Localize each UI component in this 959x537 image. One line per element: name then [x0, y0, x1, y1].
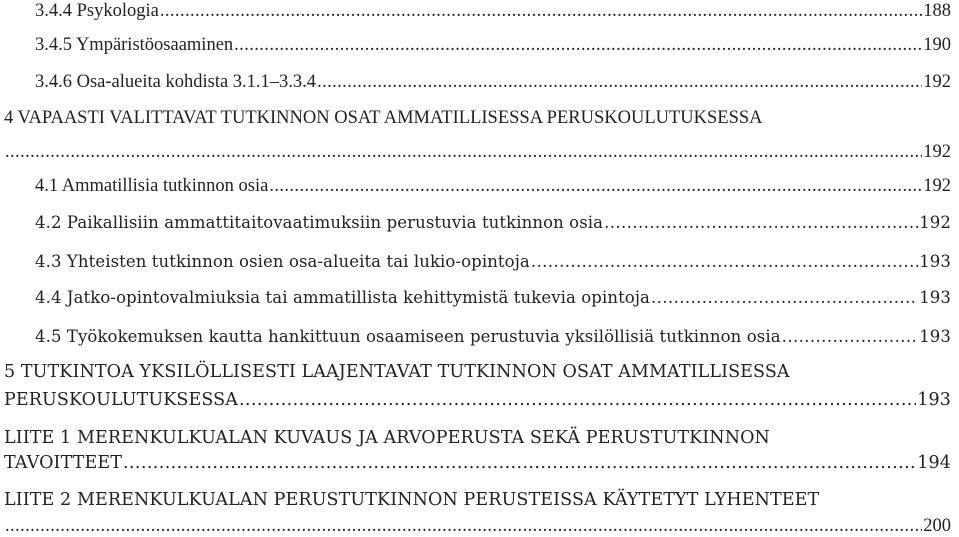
- toc-page-number: 192: [923, 142, 951, 162]
- dot-leader: [239, 390, 916, 410]
- toc-page-number: 193: [919, 327, 951, 346]
- toc-entry-label[interactable]: 4 VAPAASTI VALITTAVAT TUTKINNON OSAT AMMATILLISESSA PERUSKOULUTUKSESSA: [4, 108, 763, 128]
- toc-entry[interactable]: [35, 213, 951, 239]
- toc-page-number: 192: [923, 72, 951, 92]
- dot-leader: [782, 327, 919, 346]
- toc-entry[interactable]: [35, 252, 951, 278]
- dot-leader: [160, 1, 922, 22]
- toc-entry-label: 4.4 Jatko-opintovalmiuksia tai ammatillista kehittymistä tukevia opintoja: [35, 288, 650, 307]
- toc-page-number: 193: [919, 252, 951, 271]
- toc-page-number: 193: [919, 288, 951, 307]
- toc-entry-leader-line[interactable]: [4, 142, 951, 168]
- toc-page-number: 188: [923, 1, 951, 21]
- dot-leader: [651, 288, 918, 307]
- dot-leader: [269, 176, 922, 197]
- dot-leader: [234, 35, 922, 56]
- toc-entry-leader-line[interactable]: [4, 516, 951, 537]
- dot-leader: [5, 516, 922, 537]
- toc-entry[interactable]: [35, 35, 951, 61]
- toc-entry[interactable]: [35, 1, 951, 27]
- toc-entry-leader-line[interactable]: [4, 453, 951, 479]
- toc-entry-label: 4.5 Työkokemuksen kautta hankittuun osaamiseen perustuvia yksilöllisiä tutkinnon osia: [35, 327, 781, 346]
- dot-leader: [604, 213, 918, 232]
- dot-leader: [5, 142, 922, 163]
- toc-entry-label[interactable]: LIITE 1 MERENKULKUALAN KUVAUS JA ARVOPERUSTA SEKÄ PERUSTUTKINNON: [4, 428, 770, 448]
- toc-entry-leader-line[interactable]: [4, 390, 951, 416]
- toc-entry[interactable]: [35, 176, 951, 202]
- toc-entry-label: 4.2 Paikallisiin ammattitaitovaatimuksiin perustuvia tutkinnon osia: [35, 213, 604, 232]
- toc-page-number: 194: [917, 453, 951, 473]
- dot-leader: [531, 252, 918, 271]
- toc-entry-label-continued: TAVOITTEET: [4, 453, 122, 473]
- toc-page-number: 190: [923, 35, 951, 55]
- toc-entry-label[interactable]: 5 TUTKINTOA YKSILÖLLISESTI LAAJENTAVAT TUTKINNON OSAT AMMATILLISESSA: [4, 362, 790, 382]
- dot-leader: [317, 72, 922, 93]
- toc-entry[interactable]: [35, 288, 951, 314]
- toc-entry-label-continued: PERUSKOULUTUKSESSA: [4, 390, 238, 410]
- toc-page-number: 192: [919, 213, 951, 232]
- toc-entry[interactable]: [35, 72, 951, 98]
- toc-entry-label: 3.4.4 Psykologia: [35, 1, 159, 21]
- dot-leader: [123, 453, 916, 473]
- toc-entry-label: 4.1 Ammatillisia tutkinnon osia: [35, 176, 269, 196]
- toc-entry-label[interactable]: LIITE 2 MERENKULKUALAN PERUSTUTKINNON PERUSTEISSA KÄYTETYT LYHENTEET: [4, 490, 820, 510]
- toc-page-number: 192: [923, 176, 951, 196]
- toc-entry[interactable]: [35, 327, 951, 353]
- toc-entry-label: 4.3 Yhteisten tutkinnon osien osa-alueita tai lukio-opintoja: [35, 252, 530, 271]
- toc-entry-label: 3.4.6 Osa-alueita kohdista 3.1.1–3.3.4: [35, 72, 317, 92]
- toc-entry-label: 3.4.5 Ympäristöosaaminen: [35, 35, 234, 55]
- toc-page-number: 200: [923, 516, 951, 536]
- toc-page-number: 193: [917, 390, 951, 410]
